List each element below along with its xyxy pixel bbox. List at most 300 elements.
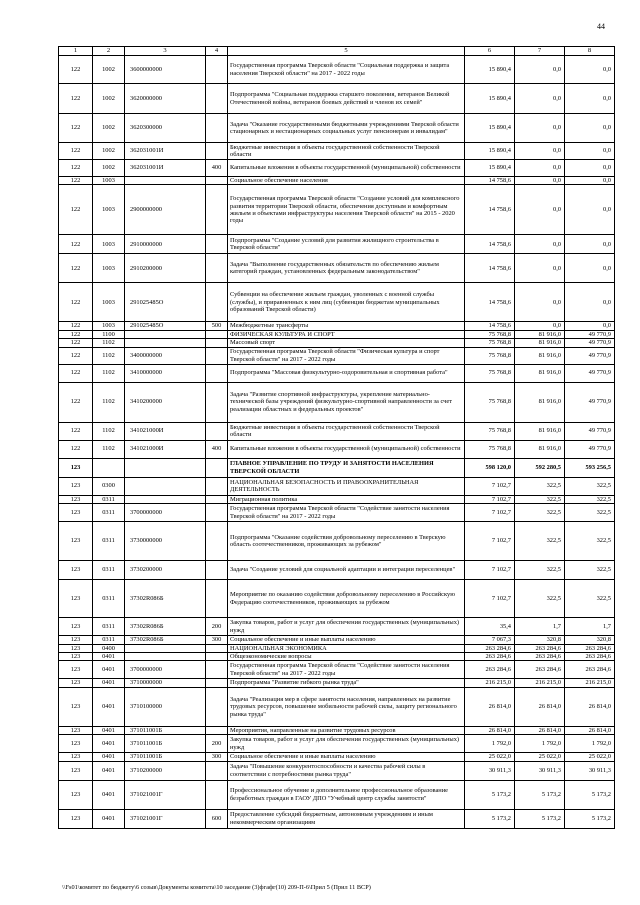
table-cell-c8: 0,0 (565, 160, 615, 177)
table-cell-c6: 75 768,8 (465, 330, 515, 338)
table-cell-c7: 592 280,5 (515, 458, 565, 477)
table-row (59, 477, 615, 495)
table-cell-c3: 3410200000 (125, 382, 206, 422)
table-cell-c4 (206, 330, 228, 338)
table-row (59, 322, 615, 330)
header-cell: 8 (565, 47, 615, 56)
page-number: 44 (597, 22, 605, 31)
table-cell-c4 (206, 458, 228, 477)
table-cell-c5: Задача "Оказание государственными бюджетными учреждениями Тверской области стационарных и нестационарных социальных услуг пенсионерам и инвалидам" (228, 114, 465, 143)
table-cell-c5: Капитальные вложения в объекты государственной (муниципальной) собственности (228, 160, 465, 177)
budget-table (58, 46, 615, 829)
table-cell-c4 (206, 254, 228, 283)
table-cell-c6: 216 215,0 (465, 679, 515, 687)
table-cell-c2: 1102 (93, 339, 125, 347)
table-cell-c4 (206, 283, 228, 322)
table-cell-c7: 1,7 (515, 618, 565, 636)
table-cell-c3 (125, 339, 206, 347)
table-cell-c8: 322,5 (565, 522, 615, 561)
table-cell-c8: 322,5 (565, 561, 615, 580)
table-cell-c4 (206, 84, 228, 114)
table-cell-c6: 7 102,7 (465, 504, 515, 522)
table-cell-c2: 0401 (93, 687, 125, 726)
table-cell-c1: 122 (59, 114, 93, 143)
table-row (59, 56, 615, 84)
table-row (59, 644, 615, 652)
table-cell-c1: 123 (59, 726, 93, 734)
table-cell-c3: 3400000000 (125, 347, 206, 364)
table-cell-c6: 5 173,2 (465, 780, 515, 809)
table-cell-c6: 75 768,8 (465, 422, 515, 440)
table-cell-c4 (206, 347, 228, 364)
table-row (59, 522, 615, 561)
table-cell-c4 (206, 185, 228, 235)
table-cell-c8: 49 770,9 (565, 347, 615, 364)
table-cell-c3: 362031001И (125, 160, 206, 177)
table-cell-c7: 0,0 (515, 185, 565, 235)
table-cell-c2: 1102 (93, 364, 125, 382)
table-cell-c2: 1003 (93, 185, 125, 235)
table-cell-c8: 0,0 (565, 254, 615, 283)
table-cell-c4 (206, 477, 228, 495)
table-cell-c1: 122 (59, 382, 93, 422)
table-cell-c8: 263 284,6 (565, 644, 615, 652)
table-cell-c6: 7 102,7 (465, 477, 515, 495)
table-cell-c4 (206, 679, 228, 687)
table-cell-c5: Мероприятия, направленные на развитие трудовых ресурсов (228, 726, 465, 734)
table-cell-c6: 14 758,6 (465, 177, 515, 185)
table-cell-c1: 123 (59, 644, 93, 652)
table-row (59, 618, 615, 636)
table-cell-c7: 81 916,0 (515, 339, 565, 347)
table-cell-c2 (93, 458, 125, 477)
table-cell-c6: 263 284,6 (465, 644, 515, 652)
table-cell-c7: 81 916,0 (515, 382, 565, 422)
table-cell-c4 (206, 56, 228, 84)
table-cell-c2: 0311 (93, 495, 125, 503)
table-cell-c1: 123 (59, 636, 93, 644)
table-cell-c5: Государственная программа Тверской области "Создание условий для комплексного развития территории Тверской области, обеспечения доступным и комфортным жильем и объектами инфраструктуры населения Тверской области" на 2015 - 2020 годы (228, 185, 465, 235)
table-cell-c1: 123 (59, 652, 93, 660)
table-cell-c2: 1102 (93, 382, 125, 422)
table-row (59, 330, 615, 338)
table-row (59, 761, 615, 780)
table-cell-c2: 1003 (93, 177, 125, 185)
table-cell-c8: 263 284,6 (565, 661, 615, 679)
table-cell-c3: 2900000000 (125, 185, 206, 235)
table-cell-c3: 341021000И (125, 422, 206, 440)
table-cell-c1: 122 (59, 235, 93, 254)
table-cell-c1: 122 (59, 364, 93, 382)
table-cell-c3: 371011001Б (125, 726, 206, 734)
table-cell-c1: 123 (59, 809, 93, 828)
table-cell-c7: 0,0 (515, 283, 565, 322)
table-cell-c7: 0,0 (515, 160, 565, 177)
table-cell-c1: 122 (59, 283, 93, 322)
table-row (59, 143, 615, 160)
table-cell-c7: 5 173,2 (515, 780, 565, 809)
table-cell-c7: 26 814,0 (515, 726, 565, 734)
table-cell-c4 (206, 644, 228, 652)
table-row (59, 347, 615, 364)
table-row (59, 780, 615, 809)
table-cell-c8: 322,5 (565, 477, 615, 495)
table-cell-c1: 123 (59, 761, 93, 780)
table-row (59, 687, 615, 726)
table-cell-c8: 263 284,6 (565, 652, 615, 660)
table-cell-c8: 30 911,3 (565, 761, 615, 780)
table-cell-c3: 371011001Б (125, 753, 206, 761)
table-cell-c1: 122 (59, 440, 93, 458)
table-cell-c8: 322,5 (565, 504, 615, 522)
table-cell-c4 (206, 522, 228, 561)
table-cell-c7: 81 916,0 (515, 440, 565, 458)
table-cell-c5: Социальное обеспечение и иные выплаты населению (228, 636, 465, 644)
table-cell-c8: 0,0 (565, 56, 615, 84)
table-cell-c3: 291025485О (125, 283, 206, 322)
table-cell-c8: 0,0 (565, 185, 615, 235)
table-cell-c1: 123 (59, 687, 93, 726)
table-cell-c3: 37302R086Б (125, 618, 206, 636)
table-cell-c4 (206, 561, 228, 580)
table-cell-c3 (125, 477, 206, 495)
table-cell-c3 (125, 644, 206, 652)
table-cell-c1: 123 (59, 735, 93, 753)
table-cell-c3 (125, 458, 206, 477)
table-cell-c7: 322,5 (515, 477, 565, 495)
table-cell-c5: Предоставление субсидий бюджетным, автономным учреждениям и иным некоммерческим организациям (228, 809, 465, 828)
table-cell-c8: 322,5 (565, 580, 615, 618)
table-row (59, 636, 615, 644)
table-cell-c1: 122 (59, 254, 93, 283)
table-cell-c4 (206, 235, 228, 254)
table-cell-c8: 49 770,9 (565, 339, 615, 347)
table-row (59, 283, 615, 322)
table-cell-c8: 5 173,2 (565, 809, 615, 828)
table-cell-c1: 122 (59, 185, 93, 235)
table-cell-c6: 1 792,0 (465, 735, 515, 753)
table-cell-c3: 3620000000 (125, 84, 206, 114)
table-cell-c6: 15 890,4 (465, 56, 515, 84)
table-cell-c8: 320,8 (565, 636, 615, 644)
table-cell-c3 (125, 495, 206, 503)
table-cell-c5: Задача "Создание условий для социальной адаптации и интеграции переселенцев" (228, 561, 465, 580)
table-cell-c8: 1,7 (565, 618, 615, 636)
table-cell-c1: 123 (59, 477, 93, 495)
table-cell-c3: 3730000000 (125, 522, 206, 561)
table-cell-c7: 0,0 (515, 84, 565, 114)
table-cell-c1: 123 (59, 504, 93, 522)
table-cell-c6: 75 768,8 (465, 339, 515, 347)
table-cell-c3 (125, 330, 206, 338)
table-cell-c7: 0,0 (515, 56, 565, 84)
table-cell-c5: Подпрограмма "Массовая физкультурно-оздоровительная и спортивная работа" (228, 364, 465, 382)
table-cell-c3 (125, 177, 206, 185)
table-cell-c2: 0401 (93, 679, 125, 687)
table-row (59, 177, 615, 185)
table-cell-c6: 7 102,7 (465, 495, 515, 503)
table-cell-c4: 600 (206, 809, 228, 828)
table-cell-c6: 263 284,6 (465, 661, 515, 679)
table-row (59, 495, 615, 503)
table-cell-c7: 0,0 (515, 143, 565, 160)
table-cell-c8: 593 256,5 (565, 458, 615, 477)
table-cell-c6: 26 814,0 (465, 687, 515, 726)
table-cell-c1: 122 (59, 347, 93, 364)
table-cell-c1: 123 (59, 561, 93, 580)
table-cell-c7: 322,5 (515, 580, 565, 618)
table-cell-c3: 3620300000 (125, 114, 206, 143)
table-cell-c3: 3730200000 (125, 561, 206, 580)
table-cell-c3: 291025485О (125, 322, 206, 330)
table-cell-c5: НАЦИОНАЛЬНАЯ БЕЗОПАСНОСТЬ И ПРАВООХРАНИТЕЛЬНАЯ ДЕЯТЕЛЬНОСТЬ (228, 477, 465, 495)
table-cell-c6: 598 120,0 (465, 458, 515, 477)
table-cell-c7: 81 916,0 (515, 364, 565, 382)
table-cell-c5: Социальное обеспечение и иные выплаты населению (228, 753, 465, 761)
table-row (59, 440, 615, 458)
table-cell-c6: 5 173,2 (465, 809, 515, 828)
table-cell-c2: 1100 (93, 330, 125, 338)
table-cell-c2: 0401 (93, 753, 125, 761)
table-cell-c2: 1003 (93, 322, 125, 330)
header-cell: 1 (59, 47, 93, 56)
table-cell-c3: 341021000И (125, 440, 206, 458)
table-cell-c5: Бюджетные инвестиции в объекты государственной собственности Тверской области (228, 143, 465, 160)
table-row (59, 185, 615, 235)
table-row (59, 364, 615, 382)
table-cell-c1: 122 (59, 322, 93, 330)
table-cell-c7: 0,0 (515, 254, 565, 283)
table-cell-c1: 123 (59, 753, 93, 761)
table-cell-c5: Задача "Выполнение государственных обязательств по обеспечению жильем категорий граждан, установленных федеральным законодательством" (228, 254, 465, 283)
table-cell-c5: Государственная программа Тверской области "Социальная поддержка и защита населения Тверской области" на 2017 - 2022 годы (228, 56, 465, 84)
table-cell-c7: 30 911,3 (515, 761, 565, 780)
table-cell-c1: 122 (59, 177, 93, 185)
table-cell-c5: Задача "Развитие спортивной инфраструктуры, укрепление материально-технической базы учреждений физкультурно-спортивной направленности за счет реализации областных и федеральных проектов" (228, 382, 465, 422)
table-cell-c6: 15 890,4 (465, 160, 515, 177)
table-cell-c5: Профессиональное обучение и дополнительное профессиональное образование безработных граждан в ГАОУ ДПО "Учебный центр службы занятости" (228, 780, 465, 809)
table-cell-c5: Государственная программа Тверской области "Содействие занятости населения Тверской области" на 2017 - 2022 годы (228, 661, 465, 679)
table-cell-c4: 400 (206, 160, 228, 177)
table-cell-c3: 3710200000 (125, 761, 206, 780)
table-cell-c1: 123 (59, 780, 93, 809)
table-cell-c3: 3600000000 (125, 56, 206, 84)
table-cell-c4 (206, 382, 228, 422)
table-cell-c7: 0,0 (515, 177, 565, 185)
table-row (59, 809, 615, 828)
table-cell-c3: 2910000000 (125, 235, 206, 254)
table-cell-c2: 1003 (93, 283, 125, 322)
table-cell-c8: 49 770,9 (565, 440, 615, 458)
table-cell-c6: 30 911,3 (465, 761, 515, 780)
table-row (59, 753, 615, 761)
table-cell-c4 (206, 652, 228, 660)
table-cell-c3: 3410000000 (125, 364, 206, 382)
table-cell-c3: 3700000000 (125, 661, 206, 679)
header-cell: 2 (93, 47, 125, 56)
table-row (59, 160, 615, 177)
table-cell-c8: 49 770,9 (565, 382, 615, 422)
table-cell-c5: Подпрограмма "Социальная поддержка старшего поколения, ветеранов Великой Отечественной войны, ветеранов боевых действий и членов их семей" (228, 84, 465, 114)
table-cell-c4 (206, 661, 228, 679)
table-cell-c7: 0,0 (515, 114, 565, 143)
table-cell-c6: 75 768,8 (465, 347, 515, 364)
table-cell-c4 (206, 495, 228, 503)
table-cell-c6: 7 102,7 (465, 580, 515, 618)
table-row (59, 561, 615, 580)
table-cell-c6: 75 768,8 (465, 440, 515, 458)
table-cell-c7: 5 173,2 (515, 809, 565, 828)
table-row (59, 254, 615, 283)
table-cell-c5: ФИЗИЧЕСКАЯ КУЛЬТУРА И СПОРТ (228, 330, 465, 338)
table-cell-c1: 123 (59, 580, 93, 618)
table-cell-c5: Задача "Реализация мер в сфере занятости населения, направленных на развитие трудовых ресурсов, повышение мобильности рабочей силы, защиту регионального рынка труда" (228, 687, 465, 726)
table-cell-c4 (206, 143, 228, 160)
table-cell-c5: Подпрограмма "Создание условий для развития жилищного строительства в Тверской области" (228, 235, 465, 254)
table-row (59, 735, 615, 753)
table-cell-c6: 14 758,6 (465, 235, 515, 254)
table-cell-c8: 26 814,0 (565, 726, 615, 734)
table-cell-c5: НАЦИОНАЛЬНАЯ ЭКОНОМИКА (228, 644, 465, 652)
table-cell-c2: 0311 (93, 580, 125, 618)
table-cell-c5: Государственная программа Тверской области "Содействие занятости населения Тверской области" на 2017 - 2022 годы (228, 504, 465, 522)
header-cell: 6 (465, 47, 515, 56)
table-cell-c4 (206, 580, 228, 618)
table-cell-c3: 362031001И (125, 143, 206, 160)
table-cell-c4 (206, 114, 228, 143)
table-cell-c7: 81 916,0 (515, 422, 565, 440)
table-cell-c6: 75 768,8 (465, 364, 515, 382)
table-cell-c8: 25 022,0 (565, 753, 615, 761)
table-cell-c1: 122 (59, 84, 93, 114)
table-cell-c6: 15 890,4 (465, 84, 515, 114)
table-cell-c6: 263 284,6 (465, 652, 515, 660)
table-cell-c8: 0,0 (565, 235, 615, 254)
table-cell-c3 (125, 652, 206, 660)
table-cell-c4: 400 (206, 440, 228, 458)
table-cell-c1: 122 (59, 339, 93, 347)
table-row (59, 382, 615, 422)
table-cell-c5: Бюджетные инвестиции в объекты государственной собственности Тверской области (228, 422, 465, 440)
table-cell-c7: 322,5 (515, 522, 565, 561)
header-cell: 3 (125, 47, 206, 56)
table-cell-c7: 322,5 (515, 495, 565, 503)
table-cell-c6: 7 067,3 (465, 636, 515, 644)
table-cell-c2: 1002 (93, 143, 125, 160)
table-cell-c7: 25 022,0 (515, 753, 565, 761)
table-cell-c3: 371021001Г (125, 809, 206, 828)
header-cell: 7 (515, 47, 565, 56)
table-cell-c8: 216 215,0 (565, 679, 615, 687)
table-row (59, 661, 615, 679)
table-cell-c3: 2910200000 (125, 254, 206, 283)
table-cell-c3: 3710000000 (125, 679, 206, 687)
table-cell-c2: 0401 (93, 761, 125, 780)
table-cell-c2: 0400 (93, 644, 125, 652)
table-cell-c1: 123 (59, 679, 93, 687)
table-cell-c4 (206, 761, 228, 780)
table-cell-c2: 0401 (93, 652, 125, 660)
table-cell-c2: 0311 (93, 522, 125, 561)
table-cell-c4: 200 (206, 618, 228, 636)
table-cell-c6: 26 814,0 (465, 726, 515, 734)
table-cell-c7: 26 814,0 (515, 687, 565, 726)
table-cell-c4 (206, 780, 228, 809)
table-cell-c5: Межбюджетные трансферты (228, 322, 465, 330)
table-cell-c4: 300 (206, 753, 228, 761)
table-cell-c1: 122 (59, 160, 93, 177)
table-cell-c7: 81 916,0 (515, 330, 565, 338)
table-cell-c7: 322,5 (515, 561, 565, 580)
table-cell-c5: ГЛАВНОЕ УПРАВЛЕНИЕ ПО ТРУДУ И ЗАНЯТОСТИ НАСЕЛЕНИЯ ТВЕРСКОЙ ОБЛАСТИ (228, 458, 465, 477)
table-cell-c6: 14 758,6 (465, 254, 515, 283)
table-cell-c7: 81 916,0 (515, 347, 565, 364)
table-cell-c7: 320,8 (515, 636, 565, 644)
table-row (59, 84, 615, 114)
table-cell-c7: 0,0 (515, 322, 565, 330)
table-cell-c5: Миграционная политика (228, 495, 465, 503)
table-cell-c3: 37302R086Б (125, 636, 206, 644)
table-cell-c6: 15 890,4 (465, 143, 515, 160)
table-cell-c6: 7 102,7 (465, 561, 515, 580)
table-cell-c2: 0311 (93, 636, 125, 644)
table-row (59, 339, 615, 347)
table-cell-c3: 371011001Б (125, 735, 206, 753)
table-cell-c5: Социальное обеспечение населения (228, 177, 465, 185)
table-cell-c4 (206, 422, 228, 440)
table-cell-c2: 0300 (93, 477, 125, 495)
table-cell-c6: 75 768,8 (465, 382, 515, 422)
table-cell-c5: Закупка товаров, работ и услуг для обеспечения государственных (муниципальных) нужд (228, 618, 465, 636)
table-cell-c3: 371021001Г (125, 780, 206, 809)
table-cell-c1: 122 (59, 56, 93, 84)
table-cell-c5: Капитальные вложения в объекты государственной (муниципальной) собственности (228, 440, 465, 458)
table-cell-c8: 0,0 (565, 84, 615, 114)
table-cell-c2: 1102 (93, 440, 125, 458)
table-cell-c2: 0311 (93, 561, 125, 580)
table-cell-c2: 1003 (93, 254, 125, 283)
table-cell-c7: 263 284,6 (515, 644, 565, 652)
table-row (59, 114, 615, 143)
table-row (59, 504, 615, 522)
table-cell-c6: 14 758,6 (465, 322, 515, 330)
table-cell-c8: 0,0 (565, 177, 615, 185)
table-cell-c4 (206, 364, 228, 382)
table-row (59, 726, 615, 734)
table-cell-c5: Закупка товаров, работ и услуг для обеспечения государственных (муниципальных) нужд (228, 735, 465, 753)
table-cell-c2: 1003 (93, 235, 125, 254)
table-row (59, 652, 615, 660)
table-row (59, 458, 615, 477)
table-cell-c6: 14 758,6 (465, 185, 515, 235)
footer-file-path: \\Fs01\комитет по бюджету\6 созыв\Документы комитета\10 заседание (3)фгафг(10) 209-П-6\Прил 5 (Прил 11 ВСР) (62, 884, 371, 891)
header-cell: 4 (206, 47, 228, 56)
table-cell-c7: 216 215,0 (515, 679, 565, 687)
table-cell-c4: 200 (206, 735, 228, 753)
table-cell-c1: 122 (59, 330, 93, 338)
table-cell-c1: 123 (59, 618, 93, 636)
table-cell-c2: 0401 (93, 726, 125, 734)
table-cell-c8: 322,5 (565, 495, 615, 503)
table-cell-c1: 122 (59, 422, 93, 440)
table-cell-c2: 0311 (93, 504, 125, 522)
table-header-row (59, 47, 615, 56)
table-cell-c2: 0401 (93, 735, 125, 753)
table-cell-c2: 1002 (93, 160, 125, 177)
table-row (59, 422, 615, 440)
table-row (59, 235, 615, 254)
table-cell-c1: 123 (59, 458, 93, 477)
